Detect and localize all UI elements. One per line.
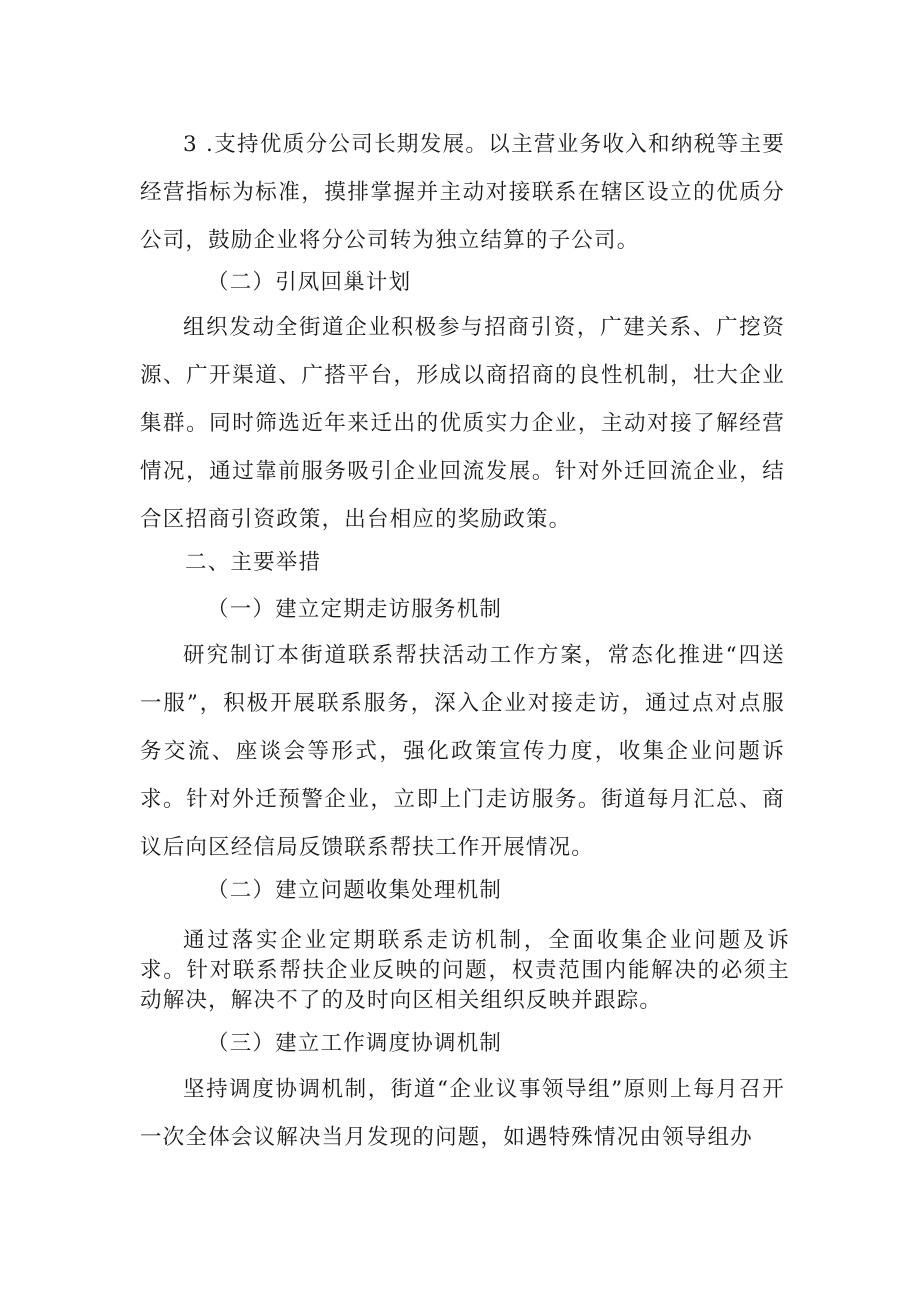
heading-visit-service-mechanism: （一）建立定期走访服务机制 bbox=[207, 597, 503, 622]
heading-main-measures: 二、主要举措 bbox=[185, 550, 322, 575]
paragraph-problem-collection: 通过落实企业定期联系走访机制，全面收集企业问题及诉求。针对联系帮扶企业反映的问题，权责范围内能解决的必须主动解决，解决不了的及时向区相关组织反映并跟踪。 bbox=[140, 928, 790, 1013]
heading-problem-collection-mechanism: （二）建立问题收集处理机制 bbox=[207, 878, 503, 903]
heading-coordination-mechanism: （三）建立工作调度协调机制 bbox=[207, 1031, 503, 1056]
paragraph-visit-service: 研究制订本街道联系帮扶活动工作方案，常态化推进“四送一服”，积极开展联系服务，深入企业对接走访，通过点对点服务交流、座谈会等形式，强化政策宣传力度，收集企业问题诉求。针对外迁预警企业，立即上门走访服务。街道每月汇总、商议后向区经信局反馈联系帮扶工作开展情况。 bbox=[140, 643, 785, 860]
paragraph-coordination: 坚持调度协调机制，街道“企业议事领导组”原则上每月召开一次全体会议解决当月发现的问题，如遇特殊情况由领导组办 bbox=[140, 1077, 785, 1150]
paragraph-investment-promotion: 组织发动全街道企业积极参与招商引资，广建关系、广挖资源、广开渠道、广搭平台，形成以商招商的良性机制，壮大企业集群。同时筛选近年来迁出的优质实力企业，主动对接了解经营情况，通过靠前服务吸引企业回流发展。针对外迁回流企业，结合区招商引资政策，出台相应的奖励政策。 bbox=[140, 315, 785, 532]
heading-attract-return-plan: （二）引凤回巢计划 bbox=[207, 270, 412, 295]
paragraph-quality-branches: 3 .支持优质分公司长期发展。以主营业务收入和纳税等主要经营指标为标准，摸排掌握并主动对接联系在辖区设立的优质分公司，鼓励企业将分公司转为独立结算的子公司。 bbox=[140, 132, 785, 253]
